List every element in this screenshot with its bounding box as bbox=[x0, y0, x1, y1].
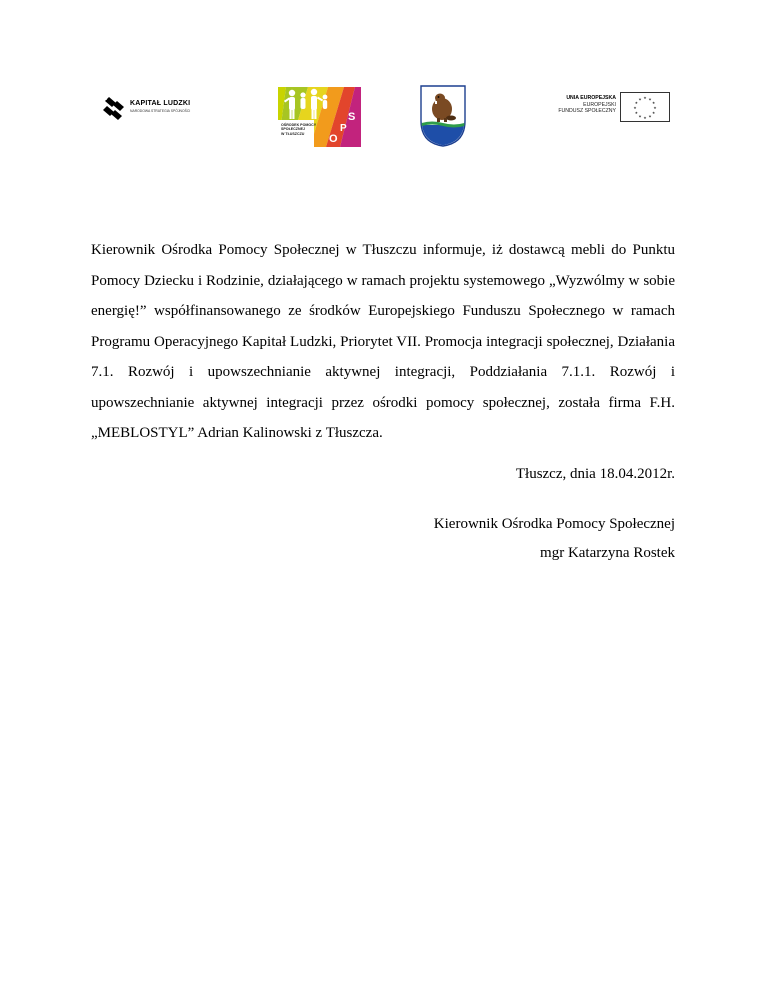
place-and-date: Tłuszcz, dnia 18.04.2012r. bbox=[515, 466, 675, 482]
svg-text:★: ★ bbox=[651, 101, 656, 105]
svg-text:★: ★ bbox=[634, 101, 639, 105]
svg-text:P: P bbox=[340, 123, 347, 134]
ops-logo-text: OŚRODEK POMOCY SPOŁECZNEJ W TŁUSZCZU bbox=[281, 123, 317, 136]
kapital-ludzki-title: KAPITAŁ LUDZKI bbox=[130, 100, 191, 107]
svg-text:★: ★ bbox=[651, 111, 656, 115]
kapital-ludzki-logo bbox=[103, 96, 203, 122]
signature-block bbox=[434, 510, 675, 568]
ops-logo bbox=[278, 87, 361, 147]
svg-text:★: ★ bbox=[638, 114, 642, 119]
logo-bar bbox=[0, 0, 768, 160]
svg-text:★: ★ bbox=[634, 111, 639, 115]
svg-text:S: S bbox=[348, 111, 356, 123]
signer-title: Kierownik Ośrodka Pomocy Społecznej bbox=[433, 516, 675, 532]
svg-text:★: ★ bbox=[653, 106, 657, 110]
svg-text:★: ★ bbox=[648, 97, 652, 102]
coat-of-arms-icon bbox=[420, 85, 466, 147]
signer-name: mgr Katarzyna Rostek bbox=[540, 545, 675, 561]
announcement-body: Kierownik Ośrodka Pomocy Społecznej w Tłuszczu informuje, iż dostawcą mebli do Punktu Pomocy Dziecku i Rodzinie, działającego w ramach projektu systemowego „Wyzwólmy w sobie energię!” współfinansowanego ze środków Europejskiego Funduszu Społecznego w ramach Programu Operacyjnego Kapitał Ludzki, Priorytet VII. Promocja integracji społecznej, Działania 7.1. Rozwój i upowszechnianie aktywnej integracji, Poddziałania 7.1.1. Rozwój i upowszechnianie aktywnej integracji przez ośrodki pomocy społecznej, została firma F.H. „MEBLOSTYL” Adrian Kalinowski z Tłuszcza. bbox=[91, 242, 675, 441]
eu-logo-text: UNIA EUROPEJSKA EUROPEJSKI FUNDUSZ SPOŁECZNY bbox=[558, 95, 616, 115]
kapital-ludzki-icon bbox=[103, 96, 125, 120]
svg-text:★: ★ bbox=[643, 116, 647, 120]
eu-logo bbox=[552, 92, 670, 122]
svg-text:★: ★ bbox=[638, 97, 642, 102]
kapital-ludzki-subtitle: NARODOWA STRATEGIA SPÓJNOŚCI bbox=[130, 109, 191, 113]
svg-text:★: ★ bbox=[633, 106, 637, 110]
svg-text:O: O bbox=[329, 133, 338, 145]
svg-text:★: ★ bbox=[643, 96, 647, 100]
svg-text:★: ★ bbox=[648, 114, 652, 119]
eu-flag-icon bbox=[620, 92, 670, 122]
ops-logo-graphic bbox=[278, 87, 361, 147]
